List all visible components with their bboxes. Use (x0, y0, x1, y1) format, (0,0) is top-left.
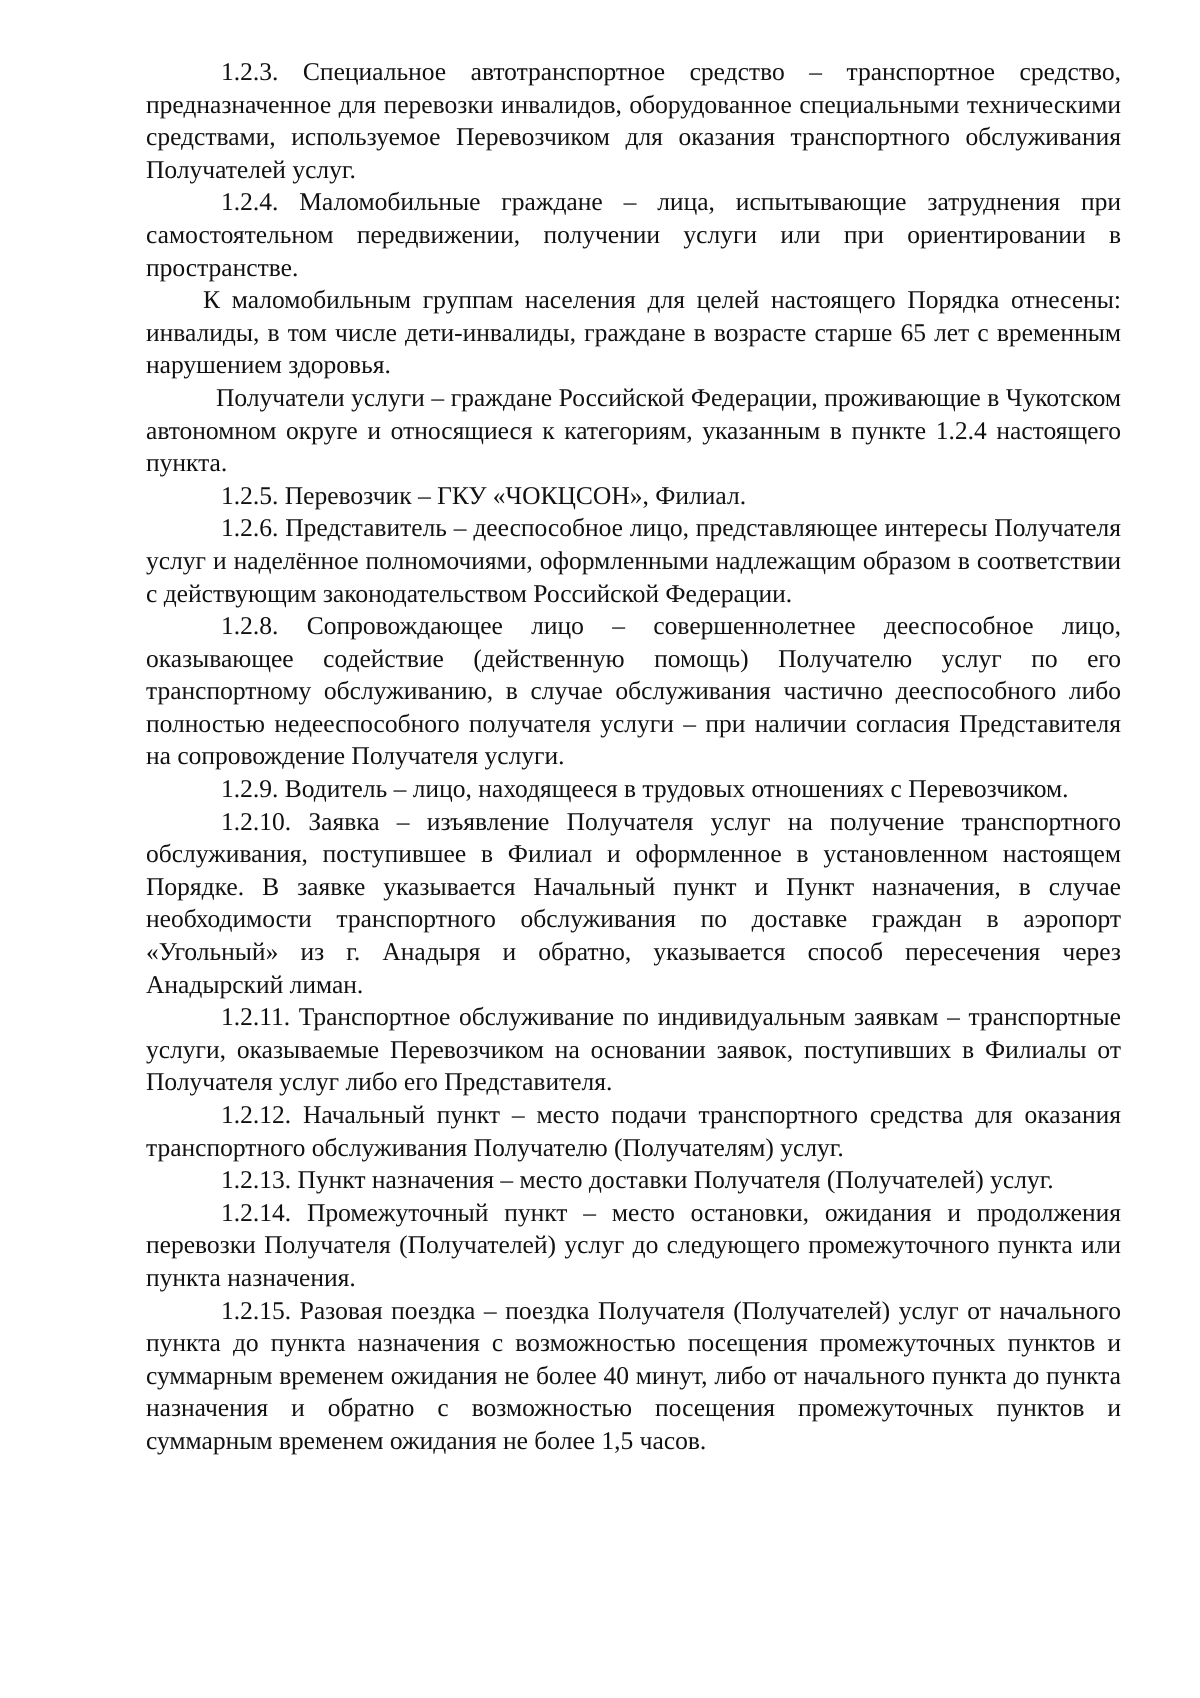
document-page (146, 56, 1121, 1458)
paragraph-recipients: Получатели услуги – граждане Российской Федерации, проживающие в Чукотском автономном округе и относящиеся к категориям, указанным в пункте 1.2.4 настоящего пункта. (146, 382, 1121, 478)
paragraph-1-2-4: 1.2.4. Маломобильные граждане – лица, испытывающие затруднения при самостоятельном передвижении, получении услуги или при ориентировании в пространстве. (146, 187, 1121, 282)
paragraph-1-2-10: 1.2.10. Заявка – изъявление Получателя услуг на получение транспортного обслуживания, поступившее в Филиал и оформленное в установленном настоящем Порядке. В заявке указывается Начальный пункт и Пункт назначения, в случае необходимости транспортного обслуживания по доставке граждан в аэропорт «Угольный» из г. Анадыря и обратно, указывается способ пересечения через Анадырский лиман. (146, 806, 1121, 999)
paragraph-low-mobility-groups: К маломобильным группам населения для целей настоящего Порядка отнесены: инвалиды, в том числе дети-инвалиды, граждане в возрасте старше 65 лет с временным нарушением здоровья. (146, 285, 1121, 380)
paragraph-1-2-11: 1.2.11. Транспортное обслуживание по индивидуальным заявкам – транспортные услуги, оказываемые Перевозчиком на основании заявок, поступивших в Филиалы от Получателя услуг либо его Представителя. (146, 1002, 1121, 1097)
paragraph-1-2-14: 1.2.14. Промежуточный пункт – место остановки, ожидания и продолжения перевозки Получателя (Получателей) услуг до следующего промежуточного пункта или пункта назначения. (146, 1197, 1121, 1292)
paragraph-1-2-12: 1.2.12. Начальный пункт – место подачи транспортного средства для оказания транспортного обслуживания Получателю (Получателям) услуг. (146, 1100, 1121, 1162)
paragraph-1-2-9: 1.2.9. Водитель – лицо, находящееся в трудовых отношениях с Перевозчиком. (221, 774, 1069, 804)
paragraph-1-2-15: 1.2.15. Разовая поездка – поездка Получателя (Получателей) услуг от начального пункта до пункта назначения с возможностью посещения промежуточных пунктов и суммарным временем ожидания не более 40 минут, либо от начального пункта до пункта назначения и обратно с возможностью посещения промежуточных пунктов и суммарным временем ожидания не более 1,5 часов. (146, 1295, 1121, 1455)
paragraph-1-2-6: 1.2.6. Представитель – дееспособное лицо, представляющее интересы Получателя услуг и наделённое полномочиями, оформленными надлежащим образом в соответствии с действующим законодательством Российской Федерации. (146, 513, 1121, 608)
paragraph-1-2-8: 1.2.8. Сопровождающее лицо – совершеннолетнее дееспособное лицо, оказывающее содействие (действенную помощь) Получателю услуг по его транспортному обслуживанию, в случае обслуживания частично дееспособного либо полностью недееспособного получателя услуги – при наличии согласия Представителя на сопровождение Получателя услуги. (146, 611, 1121, 771)
paragraph-1-2-13: 1.2.13. Пункт назначения – место доставки Получателя (Получателей) услуг. (221, 1165, 1054, 1195)
paragraph-1-2-3: 1.2.3. Специальное автотранспортное средство – транспортное средство, предназначенное для перевозки инвалидов, оборудованное специальными техническими средствами, используемое Перевозчиком для оказания транспортного обслуживания Получателей услуг. (146, 57, 1121, 184)
paragraph-1-2-5: 1.2.5. Перевозчик – ГКУ «ЧОКЦСОН», Филиал. (221, 480, 747, 510)
